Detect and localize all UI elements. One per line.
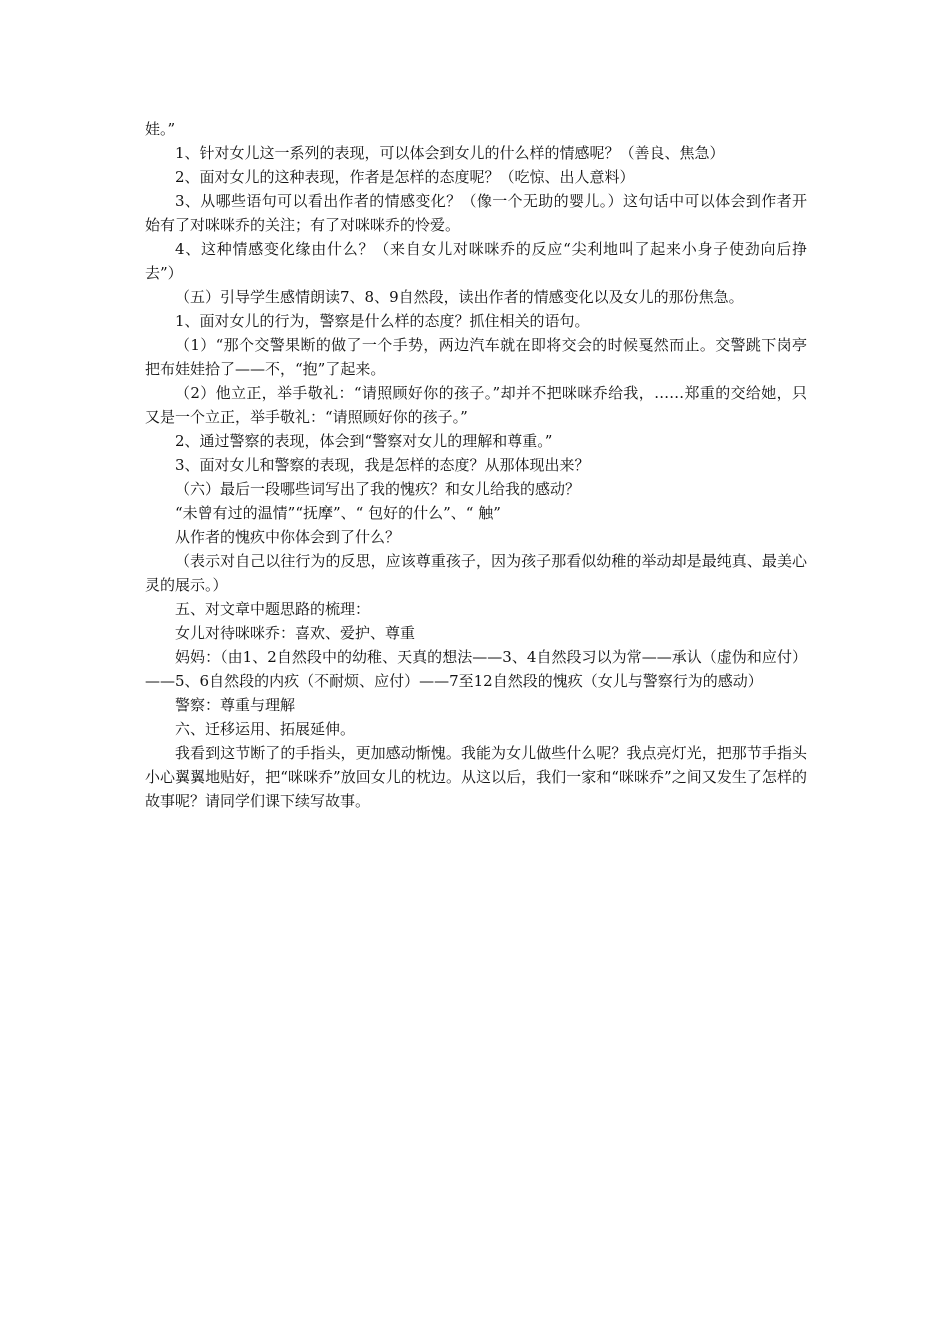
paragraph-17: 妈妈：（由1、2自然段中的幼稚、天真的想法——3、4自然段习以为常——承认（虚伪和应付）——5、6自然段的内疚（不耐烦、应付）——7至12自然段的愧疚（女儿与警察行为的感动） <box>145 648 807 690</box>
paragraph-20: 我看到这节断了的手指头，更加感动惭愧。我能为女儿做些什么呢？我点亮灯光，把那节手指头小心翼翼地贴好，把“咪咪乔”放回女儿的枕边。从这以后，我们一家和“咪咪乔”之间又发生了怎样的故事呢？请同学们课下续写故事。 <box>145 744 807 810</box>
paragraph-1: 1、针对女儿这一系列的表现，可以体会到女儿的什么样的情感呢？（善良、焦急） <box>175 144 725 162</box>
paragraph-5: （五）引导学生感情朗读7、8、9自然段，读出作者的情感变化以及女儿的那份焦急。 <box>175 288 744 306</box>
paragraph-14: （表示对自己以往行为的反思，应该尊重孩子，因为孩子那看似幼稚的举动却是最纯真、最美心灵的展示。） <box>145 552 807 594</box>
paragraph-9: 2、通过警察的表现，体会到“警察对女儿的理解和尊重。” <box>175 432 553 450</box>
paragraph-13: 从作者的愧疚中你体会到了什么？ <box>175 528 401 546</box>
paragraph-6: 1、面对女儿的行为，警察是什么样的态度？抓住相关的语句。 <box>175 312 590 330</box>
paragraph-16: 女儿对待咪咪乔：喜欢、爱护、尊重 <box>175 624 416 642</box>
paragraph-11: （六）最后一段哪些词写出了我的愧疚？和女儿给我的感动？ <box>175 480 581 498</box>
paragraph-3: 3、从哪些语句可以看出作者的情感变化？（像一个无助的婴儿。）这句话中可以体会到作者开始有了对咪咪乔的关注；有了对咪咪乔的怜爱。 <box>145 192 807 234</box>
paragraph-10: 3、面对女儿和警察的表现，我是怎样的态度？从那体现出来？ <box>175 456 590 474</box>
paragraph-2: 2、面对女儿的这种表现，作者是怎样的态度呢？（吃惊、出人意料） <box>175 168 635 186</box>
paragraph-4: 4、这种情感变化缘由什么？（来自女儿对咪咪乔的反应“尖利地叫了起来小身子使劲向后挣去”） <box>145 240 807 282</box>
paragraph-12: “未曾有过的温情”“抚摩”、“ 包好的什么”、“ 触” <box>175 504 501 522</box>
paragraph-15: 五、对文章中题思路的梳理： <box>175 600 371 618</box>
paragraph-7: （1）“那个交警果断的做了一个手势，两边汽车就在即将交会的时候戛然而止。交警跳下岗亭把布娃娃拾了——不，“抱”了起来。 <box>145 336 807 378</box>
paragraph-8: （2）他立正，举手敬礼：“请照顾好你的孩子。”却并不把咪咪乔给我，……郑重的交给她，只又是一个立正，举手敬礼：“请照顾好你的孩子。” <box>145 384 807 426</box>
paragraph-19: 六、迁移运用、拓展延伸。 <box>175 720 356 738</box>
paragraph-0: 娃。” <box>145 120 176 138</box>
paragraph-18: 警察：尊重与理解 <box>175 696 296 714</box>
document-body <box>145 117 807 813</box>
